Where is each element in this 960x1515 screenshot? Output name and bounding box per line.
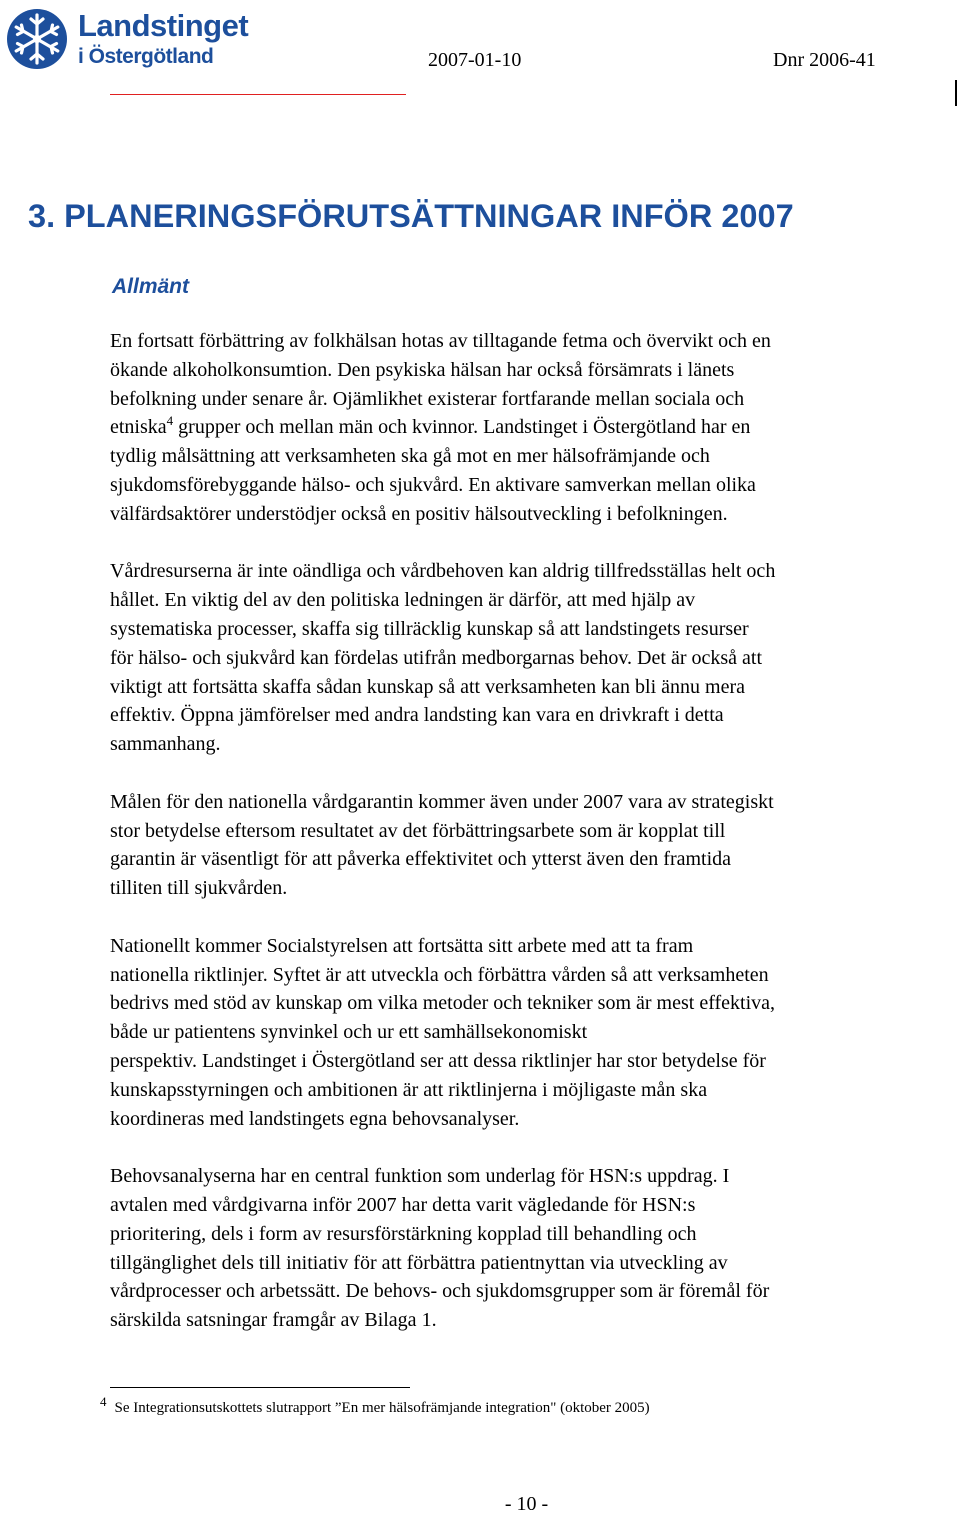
paragraph-4 xyxy=(110,932,960,1134)
section-subtitle: Allmänt xyxy=(112,275,190,298)
text-line: tillgänglighet dels till initiativ för att förbättra patientnyttan via utveckling av xyxy=(110,1251,728,1274)
text-line: tydlig målsättning att verksamheten ska gå mot en mer hälsofrämjande och xyxy=(110,445,710,468)
text-fragment: etniska xyxy=(110,416,167,439)
landstinget-logo xyxy=(6,8,266,72)
text-line: befolkning under senare år. Ojämlikhet existerar fortfarande mellan sociala och xyxy=(110,387,745,410)
text-line: för hälso- och sjukvård kan fördelas utifrån medborgarnas behov. Det är också att xyxy=(110,646,763,669)
page-number: - 10 - xyxy=(504,1493,549,1515)
text-line: välfärdsaktörer understödjer också en positiv hälsoutveckling i befolkningen. xyxy=(110,502,728,525)
document-body xyxy=(110,327,960,1364)
document-date: 2007-01-10 xyxy=(428,49,522,71)
document-dnr: Dnr 2006-41 xyxy=(773,49,876,71)
footnote-number: 4 xyxy=(100,1394,107,1409)
paragraph-3 xyxy=(110,788,960,903)
text-line: kunskapsstyrningen och ambitionen är att riktlinjerna i möjligaste mån ska xyxy=(110,1078,708,1101)
text-line: bedrivs med stöd av kunskap om vilka metoder och tekniker som är mest effektiva, xyxy=(110,992,776,1015)
paragraph-1 xyxy=(110,327,960,529)
paragraph-2 xyxy=(110,557,960,759)
text-line: nationella riktlinjer. Syftet är att utveckla och förbättra vården så att verksamheten xyxy=(110,963,769,986)
text-line xyxy=(110,413,960,442)
logo-title: Landstinget xyxy=(78,8,249,43)
section-title: 3. PLANERINGSFÖRUTSÄTTNINGAR INFÖR 2007 xyxy=(28,198,794,234)
logo-subtitle: i Östergötland xyxy=(78,45,214,68)
footnote-reference[interactable]: 4 xyxy=(166,413,174,429)
text-fragment: grupper och mellan män och kvinnor. Landstinget i Östergötland har en xyxy=(173,416,751,439)
text-line: ökande alkoholkonsumtion. Den psykiska hälsan har också försämrats i länets xyxy=(110,358,735,381)
footnote-text: Se Integrationsutskottets slutrapport ”En mer hälsofrämjande integration" (oktober 2005) xyxy=(114,1400,650,1416)
text-line: prioritering, dels i form av resursförstärkning kopplad till behandling och xyxy=(110,1222,697,1245)
text-line: effektiv. Öppna jämförelser med andra landsting kan vara en drivkraft i detta xyxy=(110,704,724,727)
text-line: En fortsatt förbättring av folkhälsan hotas av tilltagande fetma och övervikt och en xyxy=(110,330,771,352)
text-line: både ur patientens synvinkel och ur ett samhällsekonomiskt xyxy=(110,1021,588,1044)
text-line: koordineras med landstingets egna behovsanalyser. xyxy=(110,1107,520,1130)
text-line: Vårdresurserna är inte oändliga och vårdbehoven kan aldrig tillfredsställas helt och xyxy=(110,560,776,583)
text-line: Målen för den nationella vårdgarantin kommer även under 2007 vara av strategiskt xyxy=(110,790,774,813)
header-divider xyxy=(110,94,406,95)
text-line: vårdprocesser och arbetssätt. De behovs- och sjukdomsgrupper som är föremål för xyxy=(110,1280,770,1303)
text-line: stor betydelse eftersom resultatet av det förbättringsarbete som är kopplat till xyxy=(110,819,726,842)
paragraph-5 xyxy=(110,1162,960,1335)
text-line: hållet. En viktig del av den politiska ledningen är därför, att med hjälp av xyxy=(110,589,696,612)
text-line: viktigt att fortsätta skaffa sådan kunskap så att verksamheten kan bli ännu mera xyxy=(110,675,745,698)
text-line: Nationellt kommer Socialstyrelsen att fortsätta sitt arbete med att ta fram xyxy=(110,934,694,957)
snowflake-emblem-icon xyxy=(6,8,68,70)
text-line: särskilda satsningar framgår av Bilaga 1. xyxy=(110,1309,437,1332)
text-line: tilliten till sjukvården. xyxy=(110,877,288,900)
text-line: sammanhang. xyxy=(110,733,221,756)
text-line: avtalen med vårdgivarna inför 2007 har detta varit vägledande för HSN:s xyxy=(110,1193,696,1216)
text-line: systematiska processer, skaffa sig tillräcklig kunskap så att landstingets resurser xyxy=(110,617,749,640)
text-line: Behovsanalyserna har en central funktion som underlag för HSN:s uppdrag. I xyxy=(110,1165,730,1188)
margin-bar xyxy=(955,80,957,106)
text-line: perspektiv. Landstinget i Östergötland ser att dessa riktlinjer har stor betydelse för xyxy=(110,1049,766,1072)
footnote xyxy=(100,1394,650,1417)
text-line: garantin är väsentligt för att påverka effektivitet och ytterst även den framtida xyxy=(110,848,732,871)
footnote-divider xyxy=(110,1387,410,1388)
text-line: sjukdomsförebyggande hälso- och sjukvård. En aktivare samverkan mellan olika xyxy=(110,473,756,496)
